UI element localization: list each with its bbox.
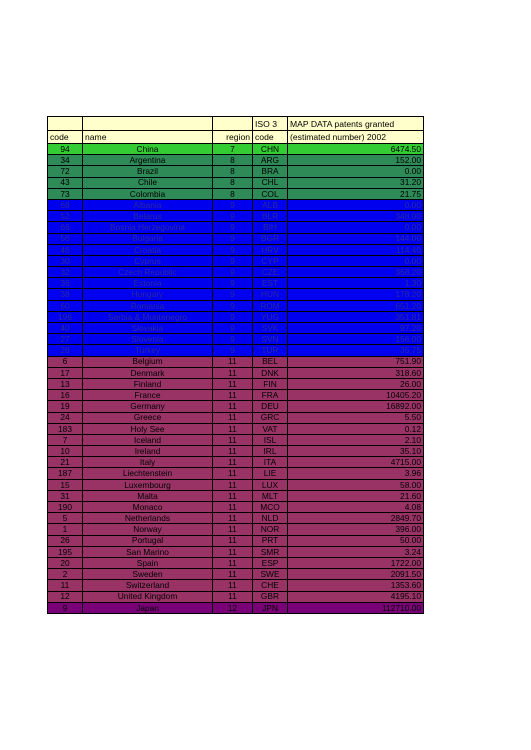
row-region: 11: [213, 367, 253, 378]
header-row-1: [48, 117, 424, 131]
row-name: Czech Republic: [83, 267, 213, 278]
row-iso: DEU: [253, 401, 288, 412]
row-iso: HRV: [253, 244, 288, 255]
row-value: 5.50: [288, 412, 424, 423]
row-region: 11: [213, 423, 253, 434]
table-row: [48, 166, 424, 177]
header-row-2: [48, 130, 424, 144]
row-code: 7: [48, 434, 83, 445]
row-code: 20: [48, 557, 83, 568]
row-name: France: [83, 390, 213, 401]
table-row: [48, 591, 424, 602]
row-region: 11: [213, 569, 253, 580]
row-name: Spain: [83, 557, 213, 568]
row-code: 43: [48, 177, 83, 188]
row-code: 6: [48, 356, 83, 367]
header-value-line2: (estimated number) 2002: [288, 130, 424, 144]
row-name: Italy: [83, 457, 213, 468]
row-region: 7: [213, 144, 253, 155]
row-name: Netherlands: [83, 513, 213, 524]
row-name: Monaco: [83, 502, 213, 513]
row-code: 32: [48, 267, 83, 278]
row-iso: EST: [253, 278, 288, 289]
row-value: 751.90: [288, 356, 424, 367]
table-row: [48, 502, 424, 513]
row-iso: BEL: [253, 356, 288, 367]
row-value: 0.00: [288, 199, 424, 210]
row-name: Greece: [83, 412, 213, 423]
row-value: 4195.10: [288, 591, 424, 602]
row-name: Germany: [83, 401, 213, 412]
row-name: Denmark: [83, 367, 213, 378]
row-code: 31: [48, 490, 83, 501]
row-value: 368.20: [288, 267, 424, 278]
row-iso: COL: [253, 188, 288, 199]
table-row: [48, 222, 424, 233]
row-iso: LIE: [253, 468, 288, 479]
row-name: Finland: [83, 378, 213, 389]
header-iso-line2: code: [253, 130, 288, 144]
row-name: Albania: [83, 199, 213, 210]
row-name: San Marino: [83, 546, 213, 557]
table-row: [48, 378, 424, 389]
row-value: 4.08: [288, 502, 424, 513]
row-value: 351.81: [288, 311, 424, 322]
row-code: 10: [48, 446, 83, 457]
row-region: 9: [213, 211, 253, 222]
row-region: 9: [213, 311, 253, 322]
header-region-cell-top: [213, 117, 253, 131]
table-row: [48, 267, 424, 278]
row-region: 8: [213, 177, 253, 188]
row-name: Belarus: [83, 211, 213, 222]
row-iso: YUG: [253, 311, 288, 322]
header-iso-line1: ISO 3: [253, 117, 288, 131]
row-region: 9: [213, 334, 253, 345]
row-value: 114.40: [288, 244, 424, 255]
row-value: 97.20: [288, 323, 424, 334]
row-code: 38: [48, 289, 83, 300]
row-region: 11: [213, 446, 253, 457]
row-iso: CHL: [253, 177, 288, 188]
table-row: [48, 155, 424, 166]
row-iso: VAT: [253, 423, 288, 434]
row-code: 40: [48, 323, 83, 334]
row-code: 183: [48, 423, 83, 434]
row-name: Croatia: [83, 244, 213, 255]
row-code: 52: [48, 211, 83, 222]
row-iso: DNK: [253, 367, 288, 378]
table-row: [48, 479, 424, 490]
row-name: Slovenia: [83, 334, 213, 345]
row-code: 28: [48, 345, 83, 356]
row-code: 13: [48, 378, 83, 389]
row-iso: NLD: [253, 513, 288, 524]
table-row: [48, 434, 424, 445]
row-value: 348.00: [288, 211, 424, 222]
table-row: [48, 513, 424, 524]
row-iso: PRT: [253, 535, 288, 546]
row-region: 8: [213, 155, 253, 166]
row-region: 11: [213, 378, 253, 389]
header-value-line1: MAP DATA patents granted: [288, 117, 424, 131]
row-region: 11: [213, 401, 253, 412]
row-iso: GBR: [253, 591, 288, 602]
row-iso: SMR: [253, 546, 288, 557]
row-value: 4715.00: [288, 457, 424, 468]
row-value: 396.00: [288, 524, 424, 535]
row-code: 12: [48, 591, 83, 602]
row-region: 9: [213, 278, 253, 289]
row-region: 11: [213, 390, 253, 401]
row-name: Slovakia: [83, 323, 213, 334]
row-value: 0.00: [288, 166, 424, 177]
row-iso: MLT: [253, 490, 288, 501]
row-name: Argentina: [83, 155, 213, 166]
row-value: 318.60: [288, 367, 424, 378]
table-row: [48, 557, 424, 568]
row-value: 3.96: [288, 468, 424, 479]
row-name: Serbia & Montenegro: [83, 311, 213, 322]
row-code: 19: [48, 401, 83, 412]
row-code: 27: [48, 334, 83, 345]
row-region: 11: [213, 535, 253, 546]
row-value: 26.00: [288, 378, 424, 389]
table-row: [48, 177, 424, 188]
row-region: 11: [213, 546, 253, 557]
row-code: 21: [48, 457, 83, 468]
row-region: 9: [213, 244, 253, 255]
row-value: 651.20: [288, 300, 424, 311]
header-code-cell-top: [48, 117, 83, 131]
row-iso: FIN: [253, 378, 288, 389]
row-code: 24: [48, 412, 83, 423]
row-code: 46: [48, 244, 83, 255]
row-value: 0.00: [288, 222, 424, 233]
row-value: 112710.00: [288, 602, 424, 613]
row-code: 66: [48, 222, 83, 233]
row-value: 58.00: [288, 479, 424, 490]
row-code: 15: [48, 479, 83, 490]
row-name: Hungary: [83, 289, 213, 300]
row-value: 16892.00: [288, 401, 424, 412]
row-name: Ireland: [83, 446, 213, 457]
table-row: [48, 244, 424, 255]
table-row: [48, 356, 424, 367]
row-region: 11: [213, 557, 253, 568]
row-code: 56: [48, 233, 83, 244]
table-row: [48, 188, 424, 199]
row-code: 36: [48, 278, 83, 289]
row-name: Portugal: [83, 535, 213, 546]
row-region: 9: [213, 267, 253, 278]
row-iso: ARG: [253, 155, 288, 166]
row-value: 0.12: [288, 423, 424, 434]
row-region: 11: [213, 490, 253, 501]
row-iso: BLR: [253, 211, 288, 222]
row-name: China: [83, 144, 213, 155]
row-iso: HUN: [253, 289, 288, 300]
row-iso: IRL: [253, 446, 288, 457]
row-value: 152.00: [288, 155, 424, 166]
table-row: [48, 535, 424, 546]
table-row: [48, 546, 424, 557]
row-iso: CHE: [253, 580, 288, 591]
row-code: 1: [48, 524, 83, 535]
row-name: Sweden: [83, 569, 213, 580]
table-row: [48, 390, 424, 401]
row-region: 9: [213, 199, 253, 210]
table-row: [48, 468, 424, 479]
row-region: 11: [213, 591, 253, 602]
patents-table: [47, 116, 424, 614]
table-row: [48, 367, 424, 378]
row-value: 1.30: [288, 278, 424, 289]
row-code: 9: [48, 602, 83, 613]
row-value: 21.75: [288, 188, 424, 199]
row-value: 156.00: [288, 334, 424, 345]
row-region: 8: [213, 188, 253, 199]
table-row: [48, 233, 424, 244]
row-region: 11: [213, 479, 253, 490]
row-iso: CZE: [253, 267, 288, 278]
row-region: 11: [213, 580, 253, 591]
row-iso: SWE: [253, 569, 288, 580]
row-region: 11: [213, 502, 253, 513]
row-name: Iceland: [83, 434, 213, 445]
row-code: 30: [48, 255, 83, 266]
row-value: 178.20: [288, 289, 424, 300]
row-iso: BRA: [253, 166, 288, 177]
row-value: 1722.00: [288, 557, 424, 568]
row-region: 9: [213, 222, 253, 233]
row-code: 187: [48, 468, 83, 479]
table-header: [48, 117, 424, 144]
row-value: 2849.70: [288, 513, 424, 524]
row-region: 11: [213, 524, 253, 535]
table-row: [48, 423, 424, 434]
row-value: 35.10: [288, 446, 424, 457]
row-name: Malta: [83, 490, 213, 501]
row-iso: SVK: [253, 323, 288, 334]
row-name: Norway: [83, 524, 213, 535]
row-value: 144.00: [288, 233, 424, 244]
row-iso: GRC: [253, 412, 288, 423]
table-row: [48, 255, 424, 266]
row-code: 195: [48, 546, 83, 557]
row-iso: LUX: [253, 479, 288, 490]
row-iso: CYP: [253, 255, 288, 266]
row-iso: ALB: [253, 199, 288, 210]
row-name: Bosnia Herzegovina: [83, 222, 213, 233]
header-name-cell-top: [83, 117, 213, 131]
row-name: Brazil: [83, 166, 213, 177]
row-code: 5: [48, 513, 83, 524]
row-code: 17: [48, 367, 83, 378]
table-row: [48, 278, 424, 289]
row-code: 34: [48, 155, 83, 166]
row-name: Liechtenstein: [83, 468, 213, 479]
row-region: 9: [213, 255, 253, 266]
table-row: [48, 323, 424, 334]
row-region: 11: [213, 412, 253, 423]
row-iso: JPN: [253, 602, 288, 613]
row-value: 6474.50: [288, 144, 424, 155]
table-row: [48, 602, 424, 613]
row-region: 8: [213, 166, 253, 177]
table-row: [48, 144, 424, 155]
row-name: Japan: [83, 602, 213, 613]
row-name: Romania: [83, 300, 213, 311]
table-row: [48, 524, 424, 535]
row-region: 9: [213, 300, 253, 311]
table-row: [48, 345, 424, 356]
row-name: Cyprus: [83, 255, 213, 266]
row-region: 11: [213, 468, 253, 479]
header-name: name: [83, 130, 213, 144]
row-code: 94: [48, 144, 83, 155]
row-region: 9: [213, 233, 253, 244]
row-code: 60: [48, 300, 83, 311]
row-name: Luxembourg: [83, 479, 213, 490]
table-row: [48, 457, 424, 468]
row-iso: FRA: [253, 390, 288, 401]
row-name: Chile: [83, 177, 213, 188]
row-region: 9: [213, 323, 253, 334]
row-code: 68: [48, 199, 83, 210]
row-name: Holy See: [83, 423, 213, 434]
row-value: 2091.50: [288, 569, 424, 580]
row-code: 16: [48, 390, 83, 401]
row-region: 11: [213, 434, 253, 445]
row-value: 3.24: [288, 546, 424, 557]
row-region: 11: [213, 457, 253, 468]
row-region: 9: [213, 345, 253, 356]
row-iso: ROM: [253, 300, 288, 311]
row-value: 0.00: [288, 255, 424, 266]
table-row: [48, 446, 424, 457]
row-iso: ITA: [253, 457, 288, 468]
row-value: 35.75: [288, 345, 424, 356]
row-code: 26: [48, 535, 83, 546]
row-code: 2: [48, 569, 83, 580]
table-row: [48, 289, 424, 300]
row-name: Switzerland: [83, 580, 213, 591]
row-iso: TUR: [253, 345, 288, 356]
row-region: 11: [213, 356, 253, 367]
header-code: code: [48, 130, 83, 144]
table-row: [48, 300, 424, 311]
row-iso: BIH: [253, 222, 288, 233]
row-iso: MCO: [253, 502, 288, 513]
row-code: 73: [48, 188, 83, 199]
row-value: 21.60: [288, 490, 424, 501]
row-region: 12: [213, 602, 253, 613]
row-name: Bulgaria: [83, 233, 213, 244]
row-value: 10405.20: [288, 390, 424, 401]
row-value: 2.10: [288, 434, 424, 445]
table-row: [48, 569, 424, 580]
row-code: 72: [48, 166, 83, 177]
row-code: 11: [48, 580, 83, 591]
row-iso: ESP: [253, 557, 288, 568]
table-row: [48, 311, 424, 322]
row-name: Colombia: [83, 188, 213, 199]
table-row: [48, 412, 424, 423]
row-value: 1353.60: [288, 580, 424, 591]
header-region: region: [213, 130, 253, 144]
row-iso: NOR: [253, 524, 288, 535]
row-name: Estonia: [83, 278, 213, 289]
table-row: [48, 401, 424, 412]
row-value: 50.00: [288, 535, 424, 546]
table-row: [48, 334, 424, 345]
table-row: [48, 580, 424, 591]
row-iso: SVN: [253, 334, 288, 345]
row-code: 190: [48, 502, 83, 513]
row-iso: ISL: [253, 434, 288, 445]
row-code: 196: [48, 311, 83, 322]
row-iso: BGR: [253, 233, 288, 244]
table-row: [48, 490, 424, 501]
table-row: [48, 199, 424, 210]
row-region: 9: [213, 289, 253, 300]
row-iso: CHN: [253, 144, 288, 155]
table-row: [48, 211, 424, 222]
row-name: Turkey: [83, 345, 213, 356]
row-value: 31.20: [288, 177, 424, 188]
table-body: [48, 144, 424, 614]
row-name: United Kingdom: [83, 591, 213, 602]
row-name: Belgium: [83, 356, 213, 367]
row-region: 11: [213, 513, 253, 524]
